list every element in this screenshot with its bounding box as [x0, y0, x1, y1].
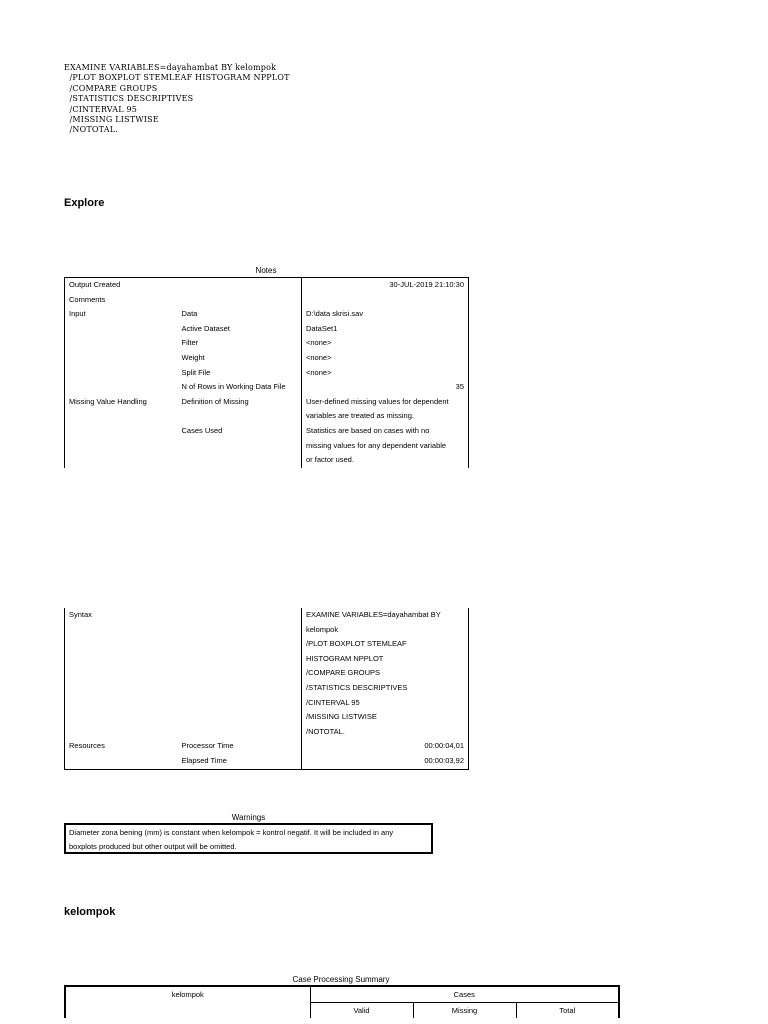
table-row — [65, 395, 469, 410]
warnings-text-line: Diameter zona bening (mm) is constant when kelompok = kontrol negatif. It will be included in any — [69, 828, 394, 837]
row-subheader-cell — [178, 608, 302, 623]
value-cell: <none> — [306, 352, 332, 362]
table-row — [65, 608, 469, 623]
value-cell: <none> — [306, 338, 332, 348]
table-row — [65, 696, 469, 711]
notes-table — [64, 277, 469, 468]
row-subheader-cell — [178, 681, 302, 696]
row-subheader-cell: Active Dataset — [178, 322, 302, 337]
row-subheader-cell — [178, 666, 302, 681]
row-subheader-cell: Split File — [178, 366, 302, 381]
row-header-cell — [65, 453, 178, 468]
cps-row-label-header: kelompok — [65, 986, 310, 1018]
table-row — [65, 336, 469, 351]
row-header-cell: Input — [69, 309, 86, 319]
warnings-text-line: boxplots produced but other output will be omitted. — [69, 842, 237, 851]
value-cell: or factor used. — [306, 455, 354, 465]
row-subheader-cell — [178, 710, 302, 725]
row-header-cell — [65, 351, 178, 366]
row-header-cell — [65, 754, 178, 769]
value-cell: /STATISTICS DESCRIPTIVES — [306, 682, 408, 692]
table-row — [65, 739, 469, 754]
table-row — [65, 439, 469, 454]
table-row — [65, 322, 469, 337]
table-row — [65, 754, 469, 769]
row-subheader-cell: Elapsed Time — [178, 754, 302, 769]
row-header-cell — [65, 439, 178, 454]
row-header-cell — [65, 696, 178, 711]
value-cell: /COMPARE GROUPS — [306, 668, 381, 678]
warnings-title: Warnings — [231, 813, 266, 822]
table-row — [65, 307, 469, 322]
row-header-cell — [65, 681, 178, 696]
row-header-cell — [65, 652, 178, 667]
cps-total-header: Total — [516, 1003, 619, 1019]
row-subheader-cell — [178, 637, 302, 652]
table-row — [65, 681, 469, 696]
table-row — [65, 380, 469, 395]
row-header-cell — [65, 380, 178, 395]
row-header-cell — [65, 623, 178, 638]
value-cell: /MISSING LISTWISE — [306, 712, 377, 722]
row-subheader-cell: Processor Time — [178, 739, 302, 754]
row-subheader-cell — [178, 696, 302, 711]
row-header-cell — [65, 424, 178, 439]
table-row — [65, 278, 469, 293]
table-row — [65, 725, 469, 740]
row-subheader-cell — [178, 278, 302, 293]
notes-title: Notes — [255, 266, 277, 275]
row-subheader-cell: Cases Used — [178, 424, 302, 439]
value-cell: HISTOGRAM NPPLOT — [306, 653, 384, 663]
table-row — [65, 652, 469, 667]
value-cell: DataSet1 — [306, 323, 338, 333]
table-row — [65, 409, 469, 424]
row-subheader-cell — [178, 652, 302, 667]
row-header-cell — [65, 710, 178, 725]
row-header-cell — [65, 409, 178, 424]
row-header-cell: Output Created — [69, 280, 121, 289]
row-header-cell: Syntax — [69, 610, 92, 619]
warnings-box — [64, 823, 433, 854]
table-row — [65, 351, 469, 366]
row-header-cell — [65, 637, 178, 652]
table-row — [65, 453, 469, 468]
row-header-cell: Resources — [69, 741, 105, 751]
row-subheader-cell — [178, 409, 302, 424]
value-cell: /CINTERVAL 95 — [306, 697, 360, 707]
row-header-cell — [65, 336, 178, 351]
value-cell: <none> — [306, 367, 332, 377]
table-row — [65, 637, 469, 652]
table-row — [65, 424, 469, 439]
row-subheader-cell — [178, 439, 302, 454]
table-row — [65, 623, 469, 638]
table-row — [65, 666, 469, 681]
row-subheader-cell: Definition of Missing — [178, 395, 302, 410]
value-cell: 00:00:03,92 — [424, 755, 464, 765]
value-cell: variables are treated as missing. — [306, 411, 414, 421]
syntax-block: EXAMINE VARIABLES=dayahambat BY kelompok /PLOT BOXPLOT STEMLEAF HISTOGRAM NPPLOT /COMPARE GROUPS /STATISTICS DESCRIPTIVES /CINTERVAL 95 /MISSING LISTWISE /NOTOTAL. — [64, 63, 290, 135]
row-header-cell: Missing Value Handling — [69, 396, 147, 406]
value-cell: missing values for any dependent variable — [306, 440, 447, 450]
table-row — [65, 710, 469, 725]
value-cell: kelompok — [306, 624, 339, 634]
explore-heading: Explore — [64, 197, 105, 209]
row-header-cell — [65, 725, 178, 740]
cps-valid-header: Valid — [353, 1006, 370, 1015]
table-row — [65, 293, 469, 308]
notes-table-continued — [64, 608, 469, 770]
row-subheader-cell: Weight — [178, 351, 302, 366]
cps-cases-header: Cases — [310, 986, 619, 1003]
row-header-cell: Comments — [69, 294, 106, 304]
row-subheader-cell — [178, 453, 302, 468]
value-cell: 00:00:04,01 — [424, 741, 464, 751]
value-cell — [302, 293, 469, 308]
value-cell: User-defined missing values for dependent — [306, 396, 449, 406]
value-cell: 35 — [455, 382, 464, 392]
row-subheader-cell: Filter — [178, 336, 302, 351]
case-processing-summary-title: Case Processing Summary — [292, 975, 390, 984]
value-cell: Statistics are based on cases with no — [306, 425, 430, 435]
row-header-cell — [65, 322, 178, 337]
row-subheader-cell: Data — [178, 307, 302, 322]
row-subheader-cell: N of Rows in Working Data File — [178, 380, 302, 395]
value-cell: D:\data skrisi.sav — [306, 309, 364, 319]
row-subheader-cell — [178, 623, 302, 638]
row-header-cell — [65, 666, 178, 681]
row-subheader-cell — [178, 293, 302, 308]
value-cell: /PLOT BOXPLOT STEMLEAF — [306, 639, 407, 649]
cps-missing-header: Missing — [413, 1003, 516, 1019]
case-processing-summary-table — [64, 985, 620, 1018]
row-header-cell — [65, 366, 178, 381]
kelompok-heading: kelompok — [64, 906, 116, 918]
row-subheader-cell — [178, 725, 302, 740]
value-cell: 30-JUL-2019 21:10:30 — [389, 280, 464, 289]
table-row — [65, 366, 469, 381]
value-cell: EXAMINE VARIABLES=dayahambat BY — [306, 610, 441, 619]
value-cell: /NOTOTAL. — [306, 726, 345, 736]
